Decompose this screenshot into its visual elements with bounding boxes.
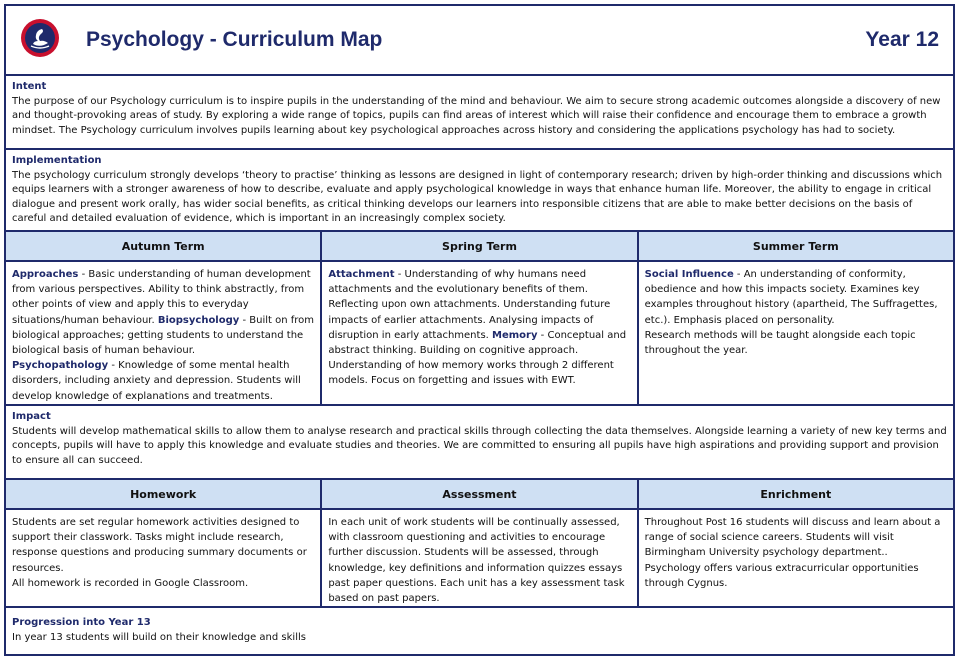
terms-header-row (4, 232, 955, 262)
homework-text: Students are set regular homework activities designed to support their classwork. Tasks might include research, response questions and producing summary documents or resources. (12, 517, 307, 574)
implementation-text: The psychology curriculum strongly develops ‘theory to practise’ thinking as lessons are designed in light of contemporary research; driven by high-order thinking and discussions which equips learners with a stronger awareness of how to describe, evaluate and apply psychological knowledge in ways that enhance human life. Moreover, the ability to engage in critical dialogue and present work orally, has wider social benefits, as critical thinking develops our learners into responsible citizens that are able to make better decisions on the basis of careful and detailed evaluation of evidence, which is important in an increasingly complex society. (12, 169, 943, 225)
psychopathology-desc: - Knowledge of some mental health disorders, including anxiety and depression. Students will develop knowledge of explanations and treatments. (12, 360, 301, 402)
assessment-text: In each unit of work students will be continually assessed, with classroom questioning and activities to encourage further discussion. Students will be assessed, through knowledge, key definitions and information quizzes essays past paper questions. Each unit has a key assessment task based on past papers. (328, 517, 625, 605)
summer-term-content (639, 262, 953, 404)
assessment-heading: Assessment (322, 480, 638, 508)
autumn-term-content (6, 262, 322, 404)
intent-section (4, 76, 955, 150)
approaches-topic: Approaches (12, 269, 79, 280)
extras-header-row (4, 480, 955, 510)
enrichment-content (639, 510, 953, 606)
research-methods-note: Research methods will be taught alongside each topic throughout the year. (644, 329, 916, 357)
impact-text: Students will develop mathematical skills to allow them to analyse research and practical skills through collecting the data themselves. Alongside learning a variety of new key terms and concepts, pupils will have to apply this knowledge and evaluate studies and theories. We are committed to ensuring all pupils have high aspirations and providing support and provision to ensure all can succeed. (12, 425, 947, 466)
social-influence-topic: Social Influence (644, 269, 734, 280)
assessment-content (322, 510, 638, 606)
impact-section (4, 406, 955, 480)
progression-heading: Progression into Year 13 (12, 617, 151, 628)
impact-heading: Impact (12, 411, 51, 422)
progression-text: In year 13 students will build on their knowledge and skills (12, 631, 306, 643)
attachment-desc: - Understanding of why humans need attachments and the evolutionary benefits of them. Reflecting upon own attachments. Understanding future impacts of earlier attachments. Analysing impacts of disruption in early attachments. (328, 269, 611, 341)
implementation-section (4, 150, 955, 232)
progression-section (4, 608, 955, 656)
attachment-topic: Attachment (328, 269, 395, 280)
homework-note: All homework is recorded in Google Classroom. (12, 577, 249, 589)
enrichment-heading: Enrichment (639, 480, 953, 508)
social-influence-desc: - An understanding of conformity, obedience and how this impacts society. Examines key examples throughout history (apartheid, The Suffragettes, etc.). Emphasis placed on personality. (644, 269, 938, 326)
terms-content-row (4, 262, 955, 406)
psychopathology-topic: Psychopathology (12, 360, 109, 372)
intent-heading: Intent (12, 81, 47, 92)
summer-term-heading: Summer Term (639, 232, 953, 260)
memory-desc: - Conceptual and abstract thinking. Building on cognitive approach. Understanding of how memory works through 2 different models. Focus on forgetting and issues with EWT. (328, 329, 627, 387)
enrichment-note: Psychology offers various extracurricular opportunities through Cygnus. (644, 562, 919, 589)
autumn-term-heading: Autumn Term (6, 232, 322, 260)
implementation-heading: Implementation (12, 155, 102, 166)
approaches-desc: - Basic understanding of human development from various perspectives. Ability to think abstractly, from other points of view and apply this to everyday situations/human behaviour. (12, 269, 311, 326)
biopsychology-topic: Biopsychology (157, 314, 240, 326)
homework-heading: Homework (6, 480, 322, 508)
year-label: Year 12 (865, 28, 939, 51)
biopsychology-desc: - Built on from biological approaches; getting students to understand the biological basis of human behaviour. (12, 314, 315, 357)
page-title: Psychology - Curriculum Map (86, 28, 383, 51)
intent-text: The purpose of our Psychology curriculum is to inspire pupils in the understanding of the mind and behaviour. We aim to secure strong academic outcomes alongside a discovery of new and thought-provoking areas of study. By exploring a wide range of topics, pupils can find areas of interest which will raise their confidence and encourage them to embrace a growth mindset. The Psychology curriculum involves pupils learning about key psychological approaches across history and considering the applications psychology has had to society. (12, 95, 941, 136)
spring-term-content (322, 262, 638, 404)
homework-content (6, 510, 322, 606)
extras-content-row (4, 510, 955, 608)
page-header (4, 4, 955, 76)
memory-topic: Memory (492, 329, 538, 341)
spring-term-heading: Spring Term (322, 232, 638, 260)
enrichment-text: Throughout Post 16 students will discuss and learn about a range of social science careers. Students will visit Birmingham University psychology department.. (644, 517, 941, 559)
school-logo (20, 18, 60, 58)
